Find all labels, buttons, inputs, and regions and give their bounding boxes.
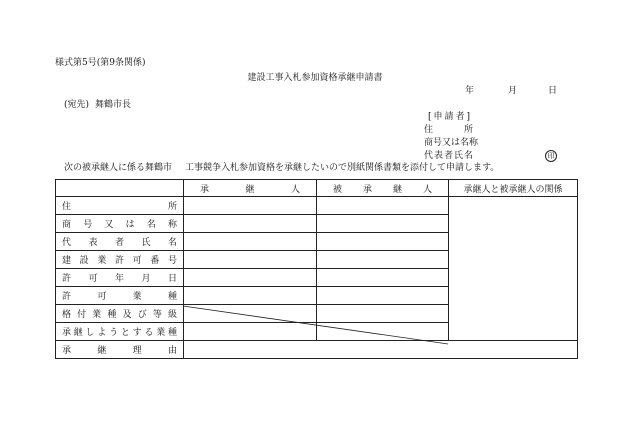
address-label-1: 住 — [424, 125, 434, 135]
predecessor-cell — [317, 197, 449, 215]
row-label-succeeding-types: 承継しようとする業種 — [56, 323, 184, 341]
row-label-license-types: 許可業種 — [56, 287, 184, 305]
relationship-cell — [449, 197, 578, 341]
row-label-license-number: 建設業許可番号 — [56, 251, 184, 269]
seal-mark: 印 — [545, 150, 557, 162]
successor-cell — [184, 215, 317, 233]
application-table — [55, 179, 578, 359]
predecessor-cell — [317, 251, 449, 269]
table-row — [56, 197, 578, 215]
date-day-label: 日 — [548, 86, 558, 96]
row-label-representative: 代表者氏名 — [56, 233, 184, 251]
date-month-label: 月 — [508, 86, 518, 96]
successor-cell — [184, 197, 317, 215]
predecessor-cell — [317, 215, 449, 233]
applicant-representative-label: 代表者氏名 — [424, 151, 475, 161]
table-header-row — [56, 180, 578, 197]
row-label-reason: 承継理由 — [56, 341, 184, 359]
reason-cell — [184, 341, 578, 359]
successor-cell — [184, 323, 317, 341]
row-label-rating: 格付業種及び等級 — [56, 305, 184, 323]
table-row — [56, 341, 578, 359]
header-blank-cell — [56, 180, 184, 197]
predecessor-cell — [317, 287, 449, 305]
header-predecessor: 被承継人 — [317, 180, 449, 197]
successor-cell-crossed — [184, 305, 317, 323]
row-label-trade-name: 商号又は名称 — [56, 215, 184, 233]
addressee-prefix: (宛先) — [64, 100, 90, 110]
successor-cell — [184, 287, 317, 305]
statement-right: 工事競争入札参加資格を承継したいので別紙関係書類を添付して申請します。 — [185, 163, 500, 173]
form-number: 様式第5号(第9条関係) — [55, 58, 146, 68]
addressee: 舞鶴市長 — [95, 100, 132, 110]
row-label-license-date: 許可年月日 — [56, 269, 184, 287]
predecessor-cell — [317, 269, 449, 287]
predecessor-cell — [317, 305, 449, 323]
document-title: 建設工事入札参加資格承継申請書 — [247, 73, 383, 83]
date-year-label: 年 — [465, 86, 475, 96]
statement-left: 次の被承継人に係る舞鶴市 — [64, 163, 173, 173]
address-label-2: 所 — [464, 125, 474, 135]
header-successor: 承継人 — [184, 180, 317, 197]
successor-cell — [184, 233, 317, 251]
predecessor-cell — [317, 233, 449, 251]
successor-cell — [184, 251, 317, 269]
applicant-trade-name-label: 商号又は名称 — [424, 138, 479, 148]
header-relationship: 承継人と被承継人の関係 — [449, 180, 578, 197]
row-label-address: 住所 — [56, 197, 184, 215]
successor-cell — [184, 269, 317, 287]
applicant-heading: [申請者] — [428, 112, 473, 122]
predecessor-cell-crossed — [317, 323, 449, 341]
